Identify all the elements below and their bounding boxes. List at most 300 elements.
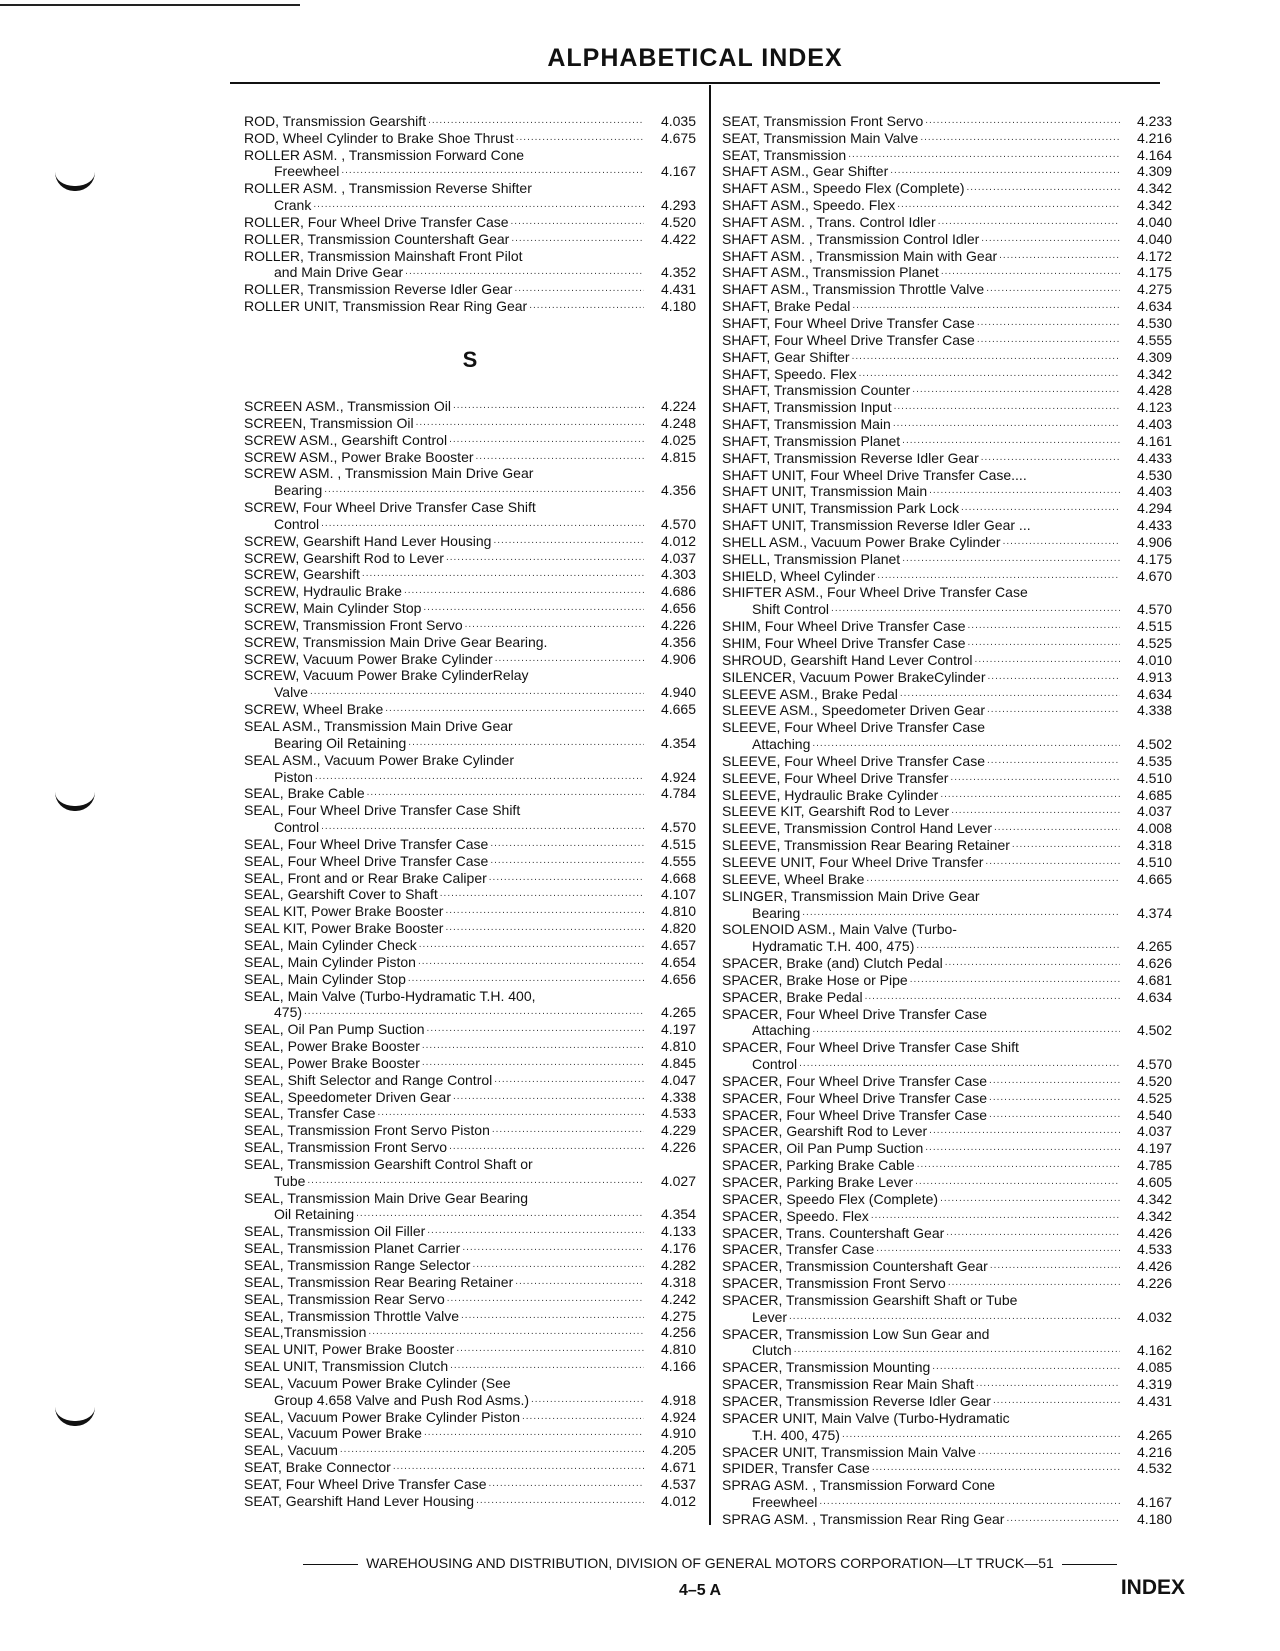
entry-number: 4.027 bbox=[660, 1172, 696, 1189]
dot-leader bbox=[890, 163, 1120, 179]
entry-number: 4.535 bbox=[1136, 752, 1172, 769]
dot-leader bbox=[802, 905, 1120, 921]
entry-text: SEAT, Brake Connector bbox=[244, 1459, 391, 1476]
index-entry bbox=[722, 1038, 1172, 1055]
index-entry bbox=[722, 836, 1172, 853]
dot-leader bbox=[920, 130, 1120, 146]
index-entry bbox=[722, 1460, 1172, 1477]
entry-number: 4.172 bbox=[1136, 247, 1172, 264]
dot-leader bbox=[951, 803, 1120, 819]
dot-leader bbox=[794, 1342, 1120, 1358]
entry-number: 4.354 bbox=[660, 1206, 696, 1223]
index-entry bbox=[244, 247, 696, 264]
entry-text: ROD, Wheel Cylinder to Brake Shoe Thrust bbox=[244, 129, 514, 146]
index-list-r bbox=[244, 112, 696, 314]
entry-number: 4.675 bbox=[660, 129, 696, 146]
dot-leader bbox=[986, 281, 1120, 297]
entry-text: SLEEVE, Wheel Brake bbox=[722, 870, 865, 887]
entry-text: SHAFT, Four Wheel Drive Transfer Case bbox=[722, 331, 975, 348]
entry-number: 4.226 bbox=[660, 616, 696, 633]
entry-number: 4.530 bbox=[1136, 314, 1172, 331]
index-entry bbox=[722, 1342, 1172, 1359]
entry-text: ROLLER, Transmission Countershaft Gear bbox=[244, 230, 510, 247]
dot-leader bbox=[865, 989, 1120, 1005]
entry-text: SEAL, Main Cylinder Piston bbox=[244, 953, 416, 970]
dot-leader bbox=[462, 1240, 644, 1256]
index-entry bbox=[244, 1037, 696, 1054]
entry-number: 4.265 bbox=[1136, 1426, 1172, 1443]
dot-leader bbox=[476, 449, 644, 465]
page-title: ALPHABETICAL INDEX bbox=[547, 44, 843, 72]
entry-text: SCREW ASM., Power Brake Booster bbox=[244, 448, 474, 465]
index-entry bbox=[722, 264, 1172, 281]
index-entry bbox=[244, 1222, 696, 1239]
entry-number: 4.570 bbox=[1136, 601, 1172, 618]
entry-text: SHAFT, Transmission Reverse Idler Gear bbox=[722, 449, 979, 466]
dot-leader bbox=[488, 1476, 644, 1492]
dot-leader bbox=[495, 651, 644, 667]
dot-leader bbox=[450, 1358, 644, 1374]
entry-text: SEAL, Shift Selector and Range Control bbox=[244, 1071, 493, 1088]
dot-leader bbox=[461, 1308, 644, 1324]
dot-leader bbox=[465, 617, 644, 633]
entry-text: SHIM, Four Wheel Drive Transfer Case bbox=[722, 618, 966, 635]
entry-text: SEAT, Transmission Main Valve bbox=[722, 129, 919, 146]
index-entry bbox=[722, 904, 1172, 921]
entry-number: 4.161 bbox=[1136, 432, 1172, 449]
entry-text: SEAL, Vacuum Power Brake Cylinder Piston bbox=[244, 1408, 520, 1425]
dot-leader bbox=[416, 415, 644, 431]
dot-leader bbox=[445, 903, 644, 919]
entry-number: 4.233 bbox=[1136, 112, 1172, 129]
dot-leader bbox=[866, 871, 1120, 887]
index-entry bbox=[244, 1172, 696, 1189]
right-column bbox=[722, 112, 1172, 1527]
index-entry bbox=[244, 1290, 696, 1307]
entry-number: 4.012 bbox=[660, 1492, 696, 1509]
index-entry bbox=[722, 1106, 1172, 1123]
entry-number: 4.175 bbox=[1136, 264, 1172, 281]
entry-text: SCREW, Vacuum Power Brake CylinderRelay bbox=[244, 667, 529, 684]
entry-text: SPACER, Parking Brake Cable bbox=[722, 1157, 915, 1174]
dot-leader bbox=[917, 1157, 1120, 1173]
dot-leader bbox=[999, 248, 1120, 264]
entry-text: SEAL ASM., Transmission Main Drive Gear bbox=[244, 718, 513, 734]
dot-leader bbox=[321, 819, 644, 835]
entry-text: Control bbox=[274, 819, 320, 836]
entry-number: 4.256 bbox=[660, 1324, 696, 1341]
index-entry bbox=[722, 1510, 1172, 1527]
dot-leader bbox=[902, 433, 1120, 449]
dot-leader bbox=[529, 298, 644, 314]
entry-text: SLINGER, Transmission Main Drive Gear bbox=[722, 887, 980, 904]
entry-number: 4.668 bbox=[660, 869, 696, 886]
entry-text: SPRAG ASM. , Transmission Rear Ring Gear bbox=[722, 1510, 1005, 1527]
index-entry bbox=[244, 1020, 696, 1037]
entry-text: SPACER, Brake (and) Clutch Pedal bbox=[722, 955, 943, 972]
index-entry bbox=[244, 1425, 696, 1442]
index-entry bbox=[244, 1307, 696, 1324]
dot-leader bbox=[831, 601, 1120, 617]
index-entry bbox=[244, 566, 696, 583]
dot-leader bbox=[511, 231, 644, 247]
index-entry bbox=[722, 567, 1172, 584]
index-entry bbox=[244, 179, 696, 196]
index-entry bbox=[244, 532, 696, 549]
dot-leader bbox=[975, 652, 1120, 668]
index-entry bbox=[244, 683, 696, 700]
entry-text: SCREW, Main Cylinder Stop bbox=[244, 600, 422, 617]
entry-text: SHAFT ASM. , Transmission Control Idler bbox=[722, 230, 980, 247]
entry-number: 4.533 bbox=[660, 1105, 696, 1122]
entry-text: SEAL, Vacuum Power Brake Cylinder (See bbox=[244, 1374, 511, 1391]
entry-text: ROLLER, Transmission Mainshaft Front Pilot bbox=[244, 247, 523, 264]
index-entry bbox=[722, 1173, 1172, 1190]
entry-text: SCREW, Gearshift Rod to Lever bbox=[244, 549, 444, 566]
index-entry bbox=[244, 196, 696, 213]
entry-text: SEAL, Vacuum Power Brake bbox=[244, 1425, 422, 1442]
index-entry bbox=[722, 1005, 1172, 1022]
index-entry bbox=[244, 1206, 696, 1223]
index-entry bbox=[244, 213, 696, 230]
index-entry bbox=[722, 449, 1172, 466]
entry-text: SLEEVE UNIT, Four Wheel Drive Transfer bbox=[722, 853, 984, 870]
entry-number: 4.265 bbox=[660, 1004, 696, 1021]
entry-text: SPACER, Four Wheel Drive Transfer Case bbox=[722, 1106, 988, 1123]
dot-leader bbox=[871, 1208, 1120, 1224]
dot-leader bbox=[929, 483, 1120, 499]
index-entry bbox=[722, 819, 1172, 836]
entry-text: SHAFT UNIT, Four Wheel Drive Transfer Case.... bbox=[722, 466, 1027, 483]
index-entry bbox=[722, 1257, 1172, 1274]
entry-text: SCREW, Hydraulic Brake bbox=[244, 583, 402, 600]
footer-dash bbox=[1062, 1564, 1117, 1565]
index-entry bbox=[244, 650, 696, 667]
entry-text: Attaching bbox=[752, 1022, 811, 1039]
dot-leader bbox=[915, 1174, 1120, 1190]
entry-text: SPACER, Transfer Case bbox=[722, 1241, 875, 1258]
entry-number: 4.520 bbox=[1136, 1072, 1172, 1089]
index-entry bbox=[244, 448, 696, 465]
dot-leader bbox=[925, 113, 1120, 129]
dot-leader bbox=[941, 264, 1120, 280]
entry-text: SHAFT ASM., Speedo Flex (Complete) bbox=[722, 180, 965, 197]
entry-number: 4.403 bbox=[1136, 416, 1172, 433]
dot-leader bbox=[310, 684, 644, 700]
entry-text: SEAL, Main Cylinder Check bbox=[244, 936, 417, 953]
entry-number: 4.665 bbox=[1136, 870, 1172, 887]
dot-leader bbox=[987, 702, 1120, 718]
entry-text: SPACER, Speedo. Flex bbox=[722, 1207, 869, 1224]
index-entry bbox=[244, 515, 696, 532]
index-entry bbox=[722, 1358, 1172, 1375]
dot-leader bbox=[304, 1004, 644, 1020]
entry-number: 4.634 bbox=[1136, 298, 1172, 315]
entry-text: Hydramatic T.H. 400, 475) bbox=[752, 938, 915, 955]
entry-number: 4.338 bbox=[660, 1088, 696, 1105]
entry-number: 4.510 bbox=[1136, 769, 1172, 786]
index-entry bbox=[722, 702, 1172, 719]
index-entry bbox=[722, 1476, 1172, 1493]
entry-text: SPACER, Brake Pedal bbox=[722, 988, 863, 1005]
entry-number: 4.433 bbox=[1136, 449, 1172, 466]
entry-text: SCREW, Gearshift bbox=[244, 566, 360, 583]
entry-number: 4.205 bbox=[660, 1442, 696, 1459]
entry-text: SEAL, Speedometer Driven Gear bbox=[244, 1088, 451, 1105]
entry-number: 4.422 bbox=[660, 230, 696, 247]
entry-number: 4.342 bbox=[1136, 197, 1172, 214]
entry-number: 4.085 bbox=[1136, 1359, 1172, 1376]
dot-leader bbox=[916, 938, 1120, 954]
dot-leader bbox=[418, 954, 644, 970]
entry-text: SEAT, Gearshift Hand Lever Housing bbox=[244, 1492, 475, 1509]
entry-text: SLEEVE ASM., Speedometer Driven Gear bbox=[722, 702, 986, 719]
entry-text: Freewheel bbox=[752, 1494, 818, 1511]
entry-number: 4.275 bbox=[660, 1307, 696, 1324]
dot-leader bbox=[368, 1324, 644, 1340]
entry-text: SEAL, Four Wheel Drive Transfer Case Shift bbox=[244, 802, 521, 819]
index-entry bbox=[722, 1207, 1172, 1224]
entry-number: 4.540 bbox=[1136, 1106, 1172, 1123]
entry-number: 4.570 bbox=[660, 515, 696, 532]
entry-text: SPACER, Transmission Low Sun Gear and bbox=[722, 1325, 990, 1342]
entry-text: SILENCER, Vacuum Power BrakeCylinder bbox=[722, 668, 986, 685]
entry-text: SCREW, Vacuum Power Brake Cylinder bbox=[244, 650, 493, 667]
entry-text: SPACER, Transmission Countershaft Gear bbox=[722, 1258, 988, 1275]
dot-leader bbox=[988, 669, 1120, 685]
index-entry bbox=[244, 146, 696, 163]
entry-number: 4.433 bbox=[1136, 517, 1172, 534]
index-entry bbox=[722, 1123, 1172, 1140]
entry-number: 4.319 bbox=[1136, 1376, 1172, 1393]
entry-text: SEAL UNIT, Transmission Clutch bbox=[244, 1358, 449, 1375]
entry-number: 4.525 bbox=[1136, 1089, 1172, 1106]
entry-text: SCREW, Transmission Main Drive Gear Bearing. bbox=[244, 633, 548, 650]
index-entry bbox=[244, 1189, 696, 1206]
entry-number: 4.428 bbox=[1136, 382, 1172, 399]
dot-leader bbox=[516, 130, 644, 146]
entry-text: SEAL, Transmission Oil Filler bbox=[244, 1223, 426, 1240]
entry-text: SEAL, Transmission Rear Servo bbox=[244, 1290, 445, 1307]
index-entry bbox=[244, 835, 696, 852]
index-entry bbox=[244, 1475, 696, 1492]
index-entry bbox=[722, 921, 1172, 938]
index-entry bbox=[722, 516, 1172, 533]
dot-leader bbox=[987, 753, 1120, 769]
dot-leader bbox=[989, 1090, 1120, 1106]
entry-number: 4.265 bbox=[1136, 938, 1172, 955]
dot-leader bbox=[842, 1427, 1120, 1443]
dot-leader bbox=[446, 550, 644, 566]
entry-text: ROLLER ASM. , Transmission Forward Cone bbox=[244, 146, 525, 163]
dot-leader bbox=[994, 820, 1120, 836]
entry-number: 4.532 bbox=[1136, 1460, 1172, 1477]
index-entry bbox=[722, 1274, 1172, 1291]
entry-number: 4.037 bbox=[1136, 1123, 1172, 1140]
index-entry bbox=[244, 1054, 696, 1071]
index-entry bbox=[244, 970, 696, 987]
index-entry bbox=[244, 481, 696, 498]
entry-number: 4.309 bbox=[1136, 348, 1172, 365]
dot-leader bbox=[929, 1123, 1120, 1139]
entry-number: 4.047 bbox=[660, 1071, 696, 1088]
entry-text: and Main Drive Gear bbox=[274, 264, 404, 281]
scan-edge-line bbox=[0, 4, 300, 6]
entry-number: 4.216 bbox=[1136, 129, 1172, 146]
entry-text: SEAL, Main Cylinder Stop bbox=[244, 970, 406, 987]
index-entry bbox=[722, 1375, 1172, 1392]
index-entry bbox=[244, 1071, 696, 1088]
title-rule bbox=[230, 82, 1160, 84]
dot-leader bbox=[819, 1494, 1120, 1510]
dot-leader bbox=[490, 836, 644, 852]
dot-leader bbox=[494, 1072, 644, 1088]
entry-text: SHIELD, Wheel Cylinder bbox=[722, 567, 876, 584]
entry-text: SPACER, Transmission Reverse Idler Gear bbox=[722, 1392, 991, 1409]
dot-leader bbox=[950, 770, 1120, 786]
index-entry bbox=[244, 785, 696, 802]
entry-text: SEAL, Oil Pan Pump Suction bbox=[244, 1021, 425, 1038]
dot-leader bbox=[514, 281, 644, 297]
entry-number: 4.426 bbox=[1136, 1224, 1172, 1241]
dot-leader bbox=[989, 1107, 1120, 1123]
entry-number: 4.785 bbox=[1136, 1157, 1172, 1174]
entry-number: 4.502 bbox=[1136, 736, 1172, 753]
entry-number: 4.226 bbox=[1136, 1275, 1172, 1292]
dot-leader bbox=[961, 500, 1120, 516]
entry-text: SEAT, Four Wheel Drive Transfer Case bbox=[244, 1475, 487, 1492]
dot-leader bbox=[852, 349, 1120, 365]
dot-leader bbox=[1012, 837, 1120, 853]
entry-number: 4.845 bbox=[660, 1054, 696, 1071]
index-entry bbox=[244, 936, 696, 953]
index-entry bbox=[244, 987, 696, 1004]
index-entry bbox=[722, 735, 1172, 752]
entry-number: 4.133 bbox=[660, 1223, 696, 1240]
entry-number: 4.670 bbox=[1136, 567, 1172, 584]
entry-text: SHIFTER ASM., Four Wheel Drive Transfer Case bbox=[722, 584, 1028, 601]
entry-number: 4.820 bbox=[660, 920, 696, 937]
entry-number: 4.525 bbox=[1136, 635, 1172, 651]
entry-text: T.H. 400, 475) bbox=[752, 1426, 840, 1443]
entry-text: SPACER, Transmission Mounting bbox=[722, 1359, 931, 1376]
index-entry bbox=[244, 818, 696, 835]
entry-number: 4.374 bbox=[1136, 904, 1172, 921]
dot-leader bbox=[877, 568, 1120, 584]
entry-text: SEAL, Power Brake Booster bbox=[244, 1038, 420, 1055]
entry-number: 4.166 bbox=[660, 1358, 696, 1375]
dot-leader bbox=[378, 1105, 644, 1121]
index-entry bbox=[722, 1139, 1172, 1156]
dot-leader bbox=[894, 399, 1120, 415]
entry-text: SCREEN ASM., Transmission Oil bbox=[244, 397, 451, 414]
index-entry bbox=[722, 499, 1172, 516]
dot-leader bbox=[938, 214, 1120, 230]
index-entry bbox=[722, 550, 1172, 567]
entry-text: SEAL, Gearshift Cover to Shaft bbox=[244, 886, 438, 903]
entry-number: 4.180 bbox=[1136, 1510, 1172, 1527]
index-entry bbox=[244, 1273, 696, 1290]
entry-text: SEAL, Transmission Main Drive Gear Bearing bbox=[244, 1189, 528, 1206]
index-entry bbox=[722, 1409, 1172, 1426]
index-entry bbox=[722, 600, 1172, 617]
dot-leader bbox=[453, 1089, 644, 1105]
entry-text: ROD, Transmission Gearshift bbox=[244, 112, 427, 129]
entry-number: 4.570 bbox=[660, 819, 696, 836]
index-entry bbox=[244, 129, 696, 146]
index-entry bbox=[244, 869, 696, 886]
entry-text: SCREW ASM. , Transmission Main Drive Gear bbox=[244, 465, 534, 482]
entry-text: ROLLER UNIT, Transmission Rear Ring Gear bbox=[244, 298, 528, 315]
index-entry bbox=[244, 1324, 696, 1341]
entry-number: 4.913 bbox=[1136, 668, 1172, 685]
index-entry bbox=[244, 397, 696, 414]
entry-number: 4.784 bbox=[660, 785, 696, 802]
entry-number: 4.242 bbox=[660, 1290, 696, 1307]
entry-number: 4.906 bbox=[660, 650, 696, 667]
entry-number: 4.037 bbox=[660, 549, 696, 566]
entry-text: Piston bbox=[274, 768, 313, 785]
entry-number: 4.318 bbox=[660, 1273, 696, 1290]
index-entry bbox=[722, 415, 1172, 432]
index-entry bbox=[244, 431, 696, 448]
index-entry bbox=[722, 1493, 1172, 1510]
entry-text: SPACER, Transmission Rear Main Shaft bbox=[722, 1376, 974, 1393]
index-entry bbox=[244, 751, 696, 768]
dot-leader bbox=[940, 1191, 1120, 1207]
dot-leader bbox=[447, 1291, 644, 1307]
entry-text: SPACER, Parking Brake Lever bbox=[722, 1174, 914, 1190]
index-entry bbox=[244, 264, 696, 281]
entry-text: SHAFT, Gear Shifter bbox=[722, 348, 850, 365]
index-entry bbox=[244, 1458, 696, 1475]
entry-text: SHAFT UNIT, Transmission Reverse Idler Gear ... bbox=[722, 517, 1031, 534]
dot-leader bbox=[910, 972, 1120, 988]
index-entry bbox=[722, 803, 1172, 820]
entry-text: SEAL, Four Wheel Drive Transfer Case bbox=[244, 835, 489, 852]
dot-leader bbox=[492, 1122, 644, 1138]
entry-number: 4.940 bbox=[660, 684, 696, 701]
entry-number: 4.040 bbox=[1136, 213, 1172, 230]
dot-leader bbox=[428, 113, 644, 129]
index-entry bbox=[244, 549, 696, 566]
entry-number: 4.282 bbox=[660, 1257, 696, 1273]
dot-leader bbox=[945, 955, 1120, 971]
entry-number: 4.342 bbox=[1136, 1190, 1172, 1207]
dot-leader bbox=[799, 1056, 1120, 1072]
dot-leader bbox=[876, 1241, 1120, 1257]
entry-text: Oil Retaining bbox=[274, 1206, 355, 1223]
index-entry bbox=[722, 1156, 1172, 1173]
index-entry bbox=[722, 954, 1172, 971]
entry-number: 4.515 bbox=[1136, 618, 1172, 635]
entry-number: 4.167 bbox=[660, 163, 696, 180]
entry-text: SPACER UNIT, Transmission Main Valve bbox=[722, 1443, 976, 1460]
entry-number: 4.162 bbox=[1136, 1342, 1172, 1359]
index-entry bbox=[722, 1089, 1172, 1106]
index-entry bbox=[722, 1308, 1172, 1325]
entry-number: 4.654 bbox=[660, 953, 696, 970]
entry-text: SEAL, Brake Cable bbox=[244, 785, 365, 802]
dot-leader bbox=[789, 1309, 1120, 1325]
entry-number: 4.665 bbox=[660, 701, 696, 718]
entry-number: 4.012 bbox=[660, 532, 696, 549]
index-entry bbox=[244, 1105, 696, 1122]
entry-text: SEAL,Transmission bbox=[244, 1324, 367, 1341]
dot-leader bbox=[321, 516, 644, 532]
entry-text: SLEEVE, Four Wheel Drive Transfer Case bbox=[722, 752, 985, 769]
dot-leader bbox=[449, 1139, 644, 1155]
